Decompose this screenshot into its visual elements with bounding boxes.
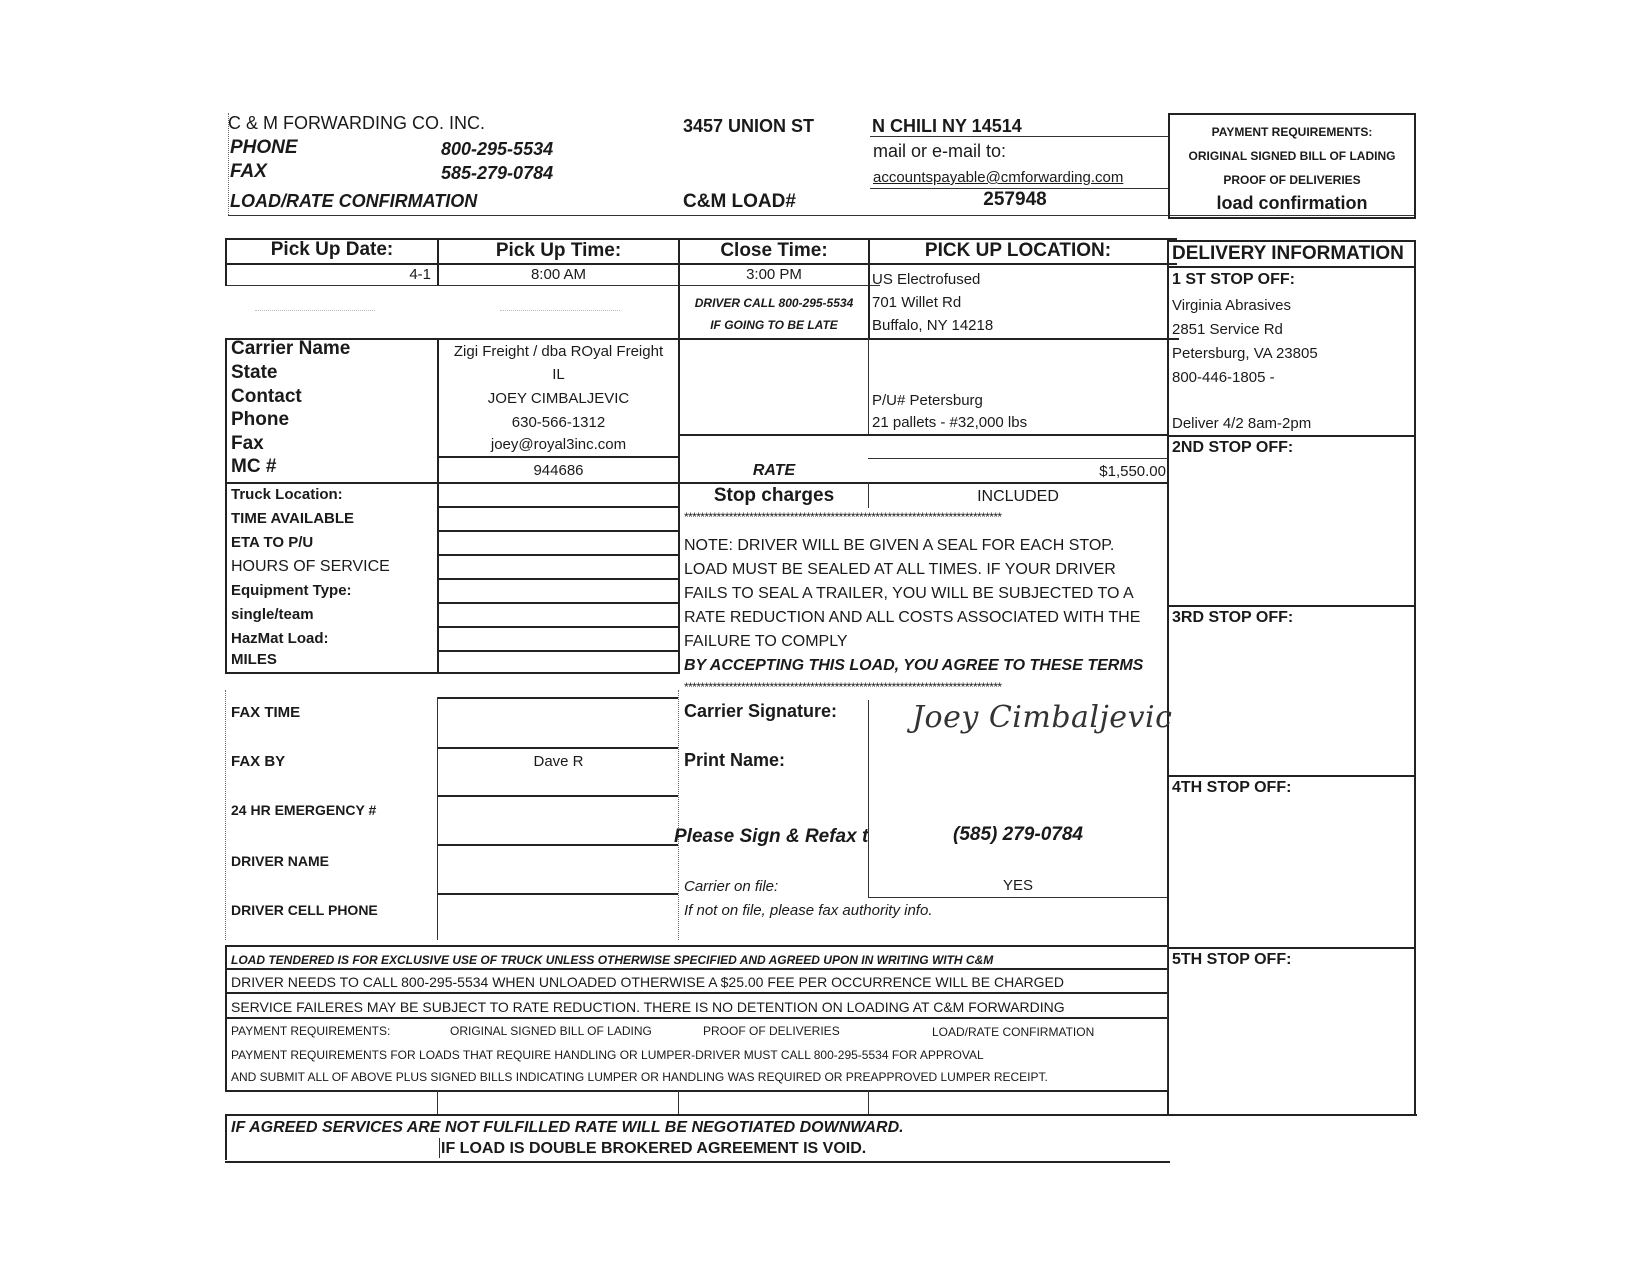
- pickup-time: 8:00 AM: [530, 266, 587, 283]
- load-number-label: C&M LOAD#: [683, 191, 796, 212]
- mail-to-label: mail or e-mail to:: [873, 141, 1007, 161]
- stop-1-deliver: Deliver 4/2 8am-2pm: [1172, 415, 1312, 432]
- payment-box-bol: ORIGINAL SIGNED BILL OF LADING: [1188, 149, 1396, 163]
- pickup-date-label: Pick Up Date:: [270, 239, 394, 260]
- delivery-header: DELIVERY INFORMATION: [1172, 243, 1404, 264]
- lumper-note-2: AND SUBMIT ALL OF ABOVE PLUS SIGNED BILLS INDICATING LUMPER OR HANDLING WAS REQUIRED OR PREAPPROVED LUMPER RECEIPT.: [231, 1070, 1048, 1084]
- stop-charges-label: Stop charges: [713, 485, 835, 506]
- fax-time-label: FAX TIME: [231, 704, 301, 721]
- if-late-note: IF GOING TO BE LATE: [710, 318, 838, 332]
- truck-field: Equipment Type:: [231, 582, 352, 599]
- company-city: N CHILI NY 14514: [872, 116, 1022, 136]
- carrier-state-label: State: [231, 362, 278, 383]
- company-fax: 585-279-0784: [441, 163, 554, 183]
- phone-label: PHONE: [230, 137, 298, 158]
- carrier-mc-label: MC #: [231, 456, 277, 477]
- stop-1-label: 1 ST STOP OFF:: [1172, 271, 1295, 288]
- double-brokered-note: IF LOAD IS DOUBLE BROKERED AGREEMENT IS VOID.: [441, 1140, 867, 1157]
- truck-field: HOURS OF SERVICE: [231, 558, 390, 575]
- payment-pod: PROOF OF DELIVERIES: [703, 1024, 840, 1038]
- load-number: 257948: [983, 189, 1047, 210]
- truck-field: HazMat Load:: [231, 630, 329, 647]
- negotiated-downward-note: IF AGREED SERVICES ARE NOT FULFILLED RATE WILL BE NEGOTIATED DOWNWARD.: [231, 1119, 904, 1136]
- payment-requirements-label: PAYMENT REQUIREMENTS:: [231, 1024, 391, 1038]
- note-line-4: RATE REDUCTION AND ALL COSTS ASSOCIATED WITH THE: [684, 609, 1141, 626]
- stop-4-label: 4TH STOP OFF:: [1172, 779, 1292, 796]
- carrier-contact: JOEY CIMBALJEVIC: [487, 390, 630, 407]
- truck-field: MILES: [231, 651, 277, 668]
- lumper-note-1: PAYMENT REQUIREMENTS FOR LOADS THAT REQUIRE HANDLING OR LUMPER-DRIVER MUST CALL 800-295-5534 FOR APPROVAL: [231, 1048, 984, 1062]
- stop-1-street: 2851 Service Rd: [1172, 321, 1283, 338]
- pickup-location-label: PICK UP LOCATION:: [924, 240, 1112, 261]
- payment-box-pod: PROOF OF DELIVERIES: [1223, 173, 1361, 187]
- fax-by-value: Dave R: [533, 753, 584, 770]
- note-line-1: NOTE: DRIVER WILL BE GIVEN A SEAL FOR EACH STOP.: [684, 537, 1115, 554]
- carrier-on-file-value: YES: [1002, 877, 1033, 894]
- print-name-label: Print Name:: [684, 750, 786, 770]
- stop-1-name: Virginia Abrasives: [1172, 297, 1291, 314]
- carrier-contact-label: Contact: [231, 386, 302, 407]
- carrier-name-label: Carrier Name: [231, 338, 351, 359]
- truck-field: single/team: [231, 606, 314, 623]
- accounts-email[interactable]: accountspayable@cmforwarding.com: [873, 169, 1124, 186]
- pickup-pallets: 21 pallets - #32,000 lbs: [872, 414, 1028, 431]
- stop-1-phone: 800-446-1805 -: [1172, 369, 1275, 386]
- company-phone: 800-295-5534: [441, 139, 554, 159]
- carrier-fax-label: Fax: [231, 433, 264, 454]
- note-line-3: FAILS TO SEAL A TRAILER, YOU WILL BE SUBJECTED TO A: [684, 585, 1134, 602]
- refax-number: (585) 279-0784: [953, 824, 1083, 845]
- not-on-file-note: If not on file, please fax authority info.: [684, 902, 933, 919]
- carrier-signature-label: Carrier Signature:: [684, 701, 838, 721]
- stop-3-label: 3RD STOP OFF:: [1172, 609, 1294, 626]
- stop-5-label: 5TH STOP OFF:: [1172, 951, 1292, 968]
- driver-call-note: DRIVER CALL 800-295-5534: [694, 296, 854, 310]
- carrier-phone: 630-566-1312: [511, 414, 606, 431]
- carrier-fax: joey@royal3inc.com: [490, 436, 627, 453]
- emergency-label: 24 HR EMERGENCY #: [231, 802, 377, 818]
- payment-box-title: PAYMENT REQUIREMENTS:: [1211, 125, 1373, 139]
- pickup-location-name: US Electrofused: [872, 271, 981, 288]
- pickup-number: P/U# Petersburg: [872, 392, 983, 409]
- payment-confirmation: LOAD/RATE CONFIRMATION: [932, 1025, 1095, 1039]
- close-time: 3:00 PM: [746, 266, 802, 283]
- carrier-state: IL: [552, 366, 565, 383]
- driver-name-label: DRIVER NAME: [231, 853, 330, 869]
- stop-charges-value: INCLUDED: [977, 488, 1059, 505]
- accept-terms: BY ACCEPTING THIS LOAD, YOU AGREE TO THESE TERMS: [684, 657, 1144, 674]
- carrier-phone-label: Phone: [231, 409, 290, 430]
- carrier-mc: 944686: [533, 462, 584, 479]
- payment-box-confirmation: load confirmation: [1216, 193, 1368, 213]
- note-line-2: LOAD MUST BE SEALED AT ALL TIMES. IF YOUR DRIVER: [684, 561, 1116, 578]
- close-time-label: Close Time:: [720, 240, 828, 261]
- pickup-time-label: Pick Up Time:: [495, 240, 622, 261]
- carrier-name: Zigi Freight / dba ROyal Freight: [453, 343, 664, 360]
- driver-cell-label: DRIVER CELL PHONE: [231, 902, 378, 918]
- pickup-date: 4-1: [409, 266, 431, 283]
- fax-label: FAX: [230, 161, 267, 182]
- stop-2-label: 2ND STOP OFF:: [1172, 439, 1294, 456]
- note-line-5: FAILURE TO COMPLY: [684, 633, 848, 650]
- refax-label: Please Sign & Refax t: [674, 826, 869, 847]
- stars-top: ******************************************************************************: [684, 510, 1002, 524]
- pickup-location-street: 701 Willet Rd: [872, 294, 962, 311]
- carrier-signature: Joey Cimbaljevic: [912, 700, 1173, 735]
- pickup-location-city: Buffalo, NY 14218: [872, 317, 994, 334]
- truck-field: TIME AVAILABLE: [231, 510, 355, 527]
- stars-bottom: ******************************************************************************: [684, 680, 1002, 694]
- truck-field: Truck Location:: [231, 486, 343, 503]
- company-street: 3457 UNION ST: [683, 116, 815, 136]
- payment-bol: ORIGINAL SIGNED BILL OF LADING: [450, 1024, 652, 1038]
- service-failures-note: SERVICE FAILERES MAY BE SUBJECT TO RATE REDUCTION. THERE IS NO DETENTION ON LOADING AT C&M FORWARDING: [231, 999, 1065, 1015]
- document-title: LOAD/RATE CONFIRMATION: [230, 191, 478, 211]
- exclusive-use-note: LOAD TENDERED IS FOR EXCLUSIVE USE OF TRUCK UNLESS OTHERWISE SPECIFIED AND AGREED UPON IN WRITING WITH C&M: [231, 953, 994, 967]
- rate-label: RATE: [752, 462, 796, 479]
- company-name: C & M FORWARDING CO. INC.: [228, 113, 486, 133]
- unloaded-call-note: DRIVER NEEDS TO CALL 800-295-5534 WHEN UNLOADED OTHERWISE A $25.00 FEE PER OCCURRENCE WILL BE CHARGED: [231, 974, 1064, 990]
- stop-1-city: Petersburg, VA 23805: [1172, 345, 1318, 362]
- truck-field: ETA TO P/U: [231, 534, 314, 551]
- rate-value: $1,550.00: [1099, 463, 1166, 480]
- carrier-on-file-label: Carrier on file:: [684, 878, 779, 895]
- fax-by-label: FAX BY: [231, 753, 286, 770]
